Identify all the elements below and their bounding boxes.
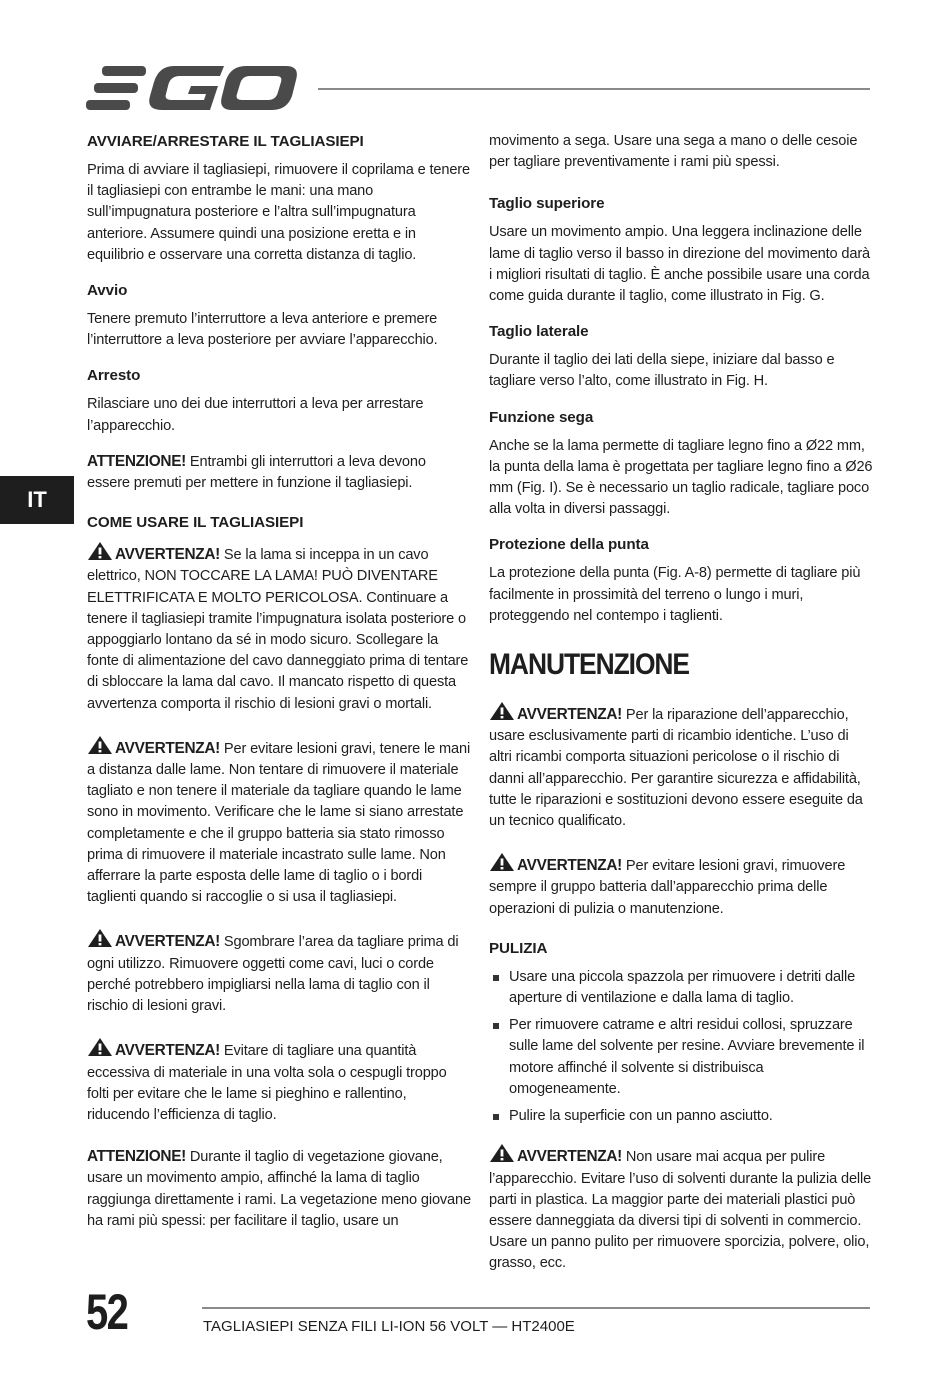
right-column xyxy=(489,131,874,1289)
attention-text: Entrambi gli interruttori a leva devono essere premuti per mettere in funzione il tagliasiepi. xyxy=(87,453,426,492)
warning-label: AVVERTENZA! xyxy=(115,933,221,951)
attention-note xyxy=(87,1146,472,1232)
left-column xyxy=(87,131,472,1246)
arresto-paragraph: Rilasciare uno dei due interruttori a leva per arrestare l’apparecchio. xyxy=(87,396,424,434)
footer-title: TAGLIASIEPI SENZA FILI LI-ION 56 VOLT — HT2400E xyxy=(203,1318,575,1335)
warning-text: Per evitare lesioni gravi, tenere le mani a distanza dalle lame. Non tentare di rimuovere il materiale tagliato e non tenere il materiale da tagliare quando le lame sono in movimento. Verificare che le lame si siano arrestate completamente e che il gruppo batteria sia stato rimosso prima di rimuovere il materiale incastrato sulle lame. Non afferrare la parte esposta delle lame di taglio o i bordi taglienti quando si raccoglie o si usa il tagliasiepi. xyxy=(87,740,471,906)
warning-block xyxy=(87,735,472,909)
language-tab xyxy=(0,476,74,524)
warning-block xyxy=(489,1143,874,1274)
warning-label: AVVERTENZA! xyxy=(115,739,221,757)
warning-text: Sgombrare l’area da tagliare prima di ogni utilizzo. Rimuovere oggetti come cavi, luci o corde perché potrebbero impigliarsi nella lama di taglio con il rischio di lesioni gravi. xyxy=(87,934,459,1015)
subheading-pulizia: PULIZIA xyxy=(489,939,548,957)
warning-label: AVVERTENZA! xyxy=(115,546,221,564)
protezione-paragraph: La protezione della punta (Fig. A-8) permette di tagliare più facilmente in prossimità del terreno o lungo i muri, proteggendo nel contempo i taglienti. xyxy=(489,565,861,624)
funzione-sega-paragraph: Anche se la lama permette di tagliare legno fino a Ø22 mm, la punta della lama è progettata per tagliare legno fino a Ø26 mm (Fig. I). Se è necessario un taglio radicale, tagliare poco alla volta in diversi passaggi. xyxy=(489,437,873,518)
list-item: Per rimuovere catrame e altri residui collosi, spruzzare sulle lame del solvente per resine. Avviare brevemente il motore affinché il solvente si distribuisca omogeneamente. xyxy=(489,1015,874,1100)
taglio-laterale-paragraph: Durante il taglio dei lati della siepe, iniziare dal basso e tagliare verso l’alto, come illustrato in Fig. H. xyxy=(489,352,835,390)
warning-text: Non usare mai acqua per pulire l’apparecchio. Evitare l’uso di solventi durante la pulizia delle parti in plastica. La maggior parte dei materiali plastici può essere danneggiata da diversi tipi di solventi in commercio. Usare un panno pulito per rimuovere sporcizia, polvere, olio, grasso, ecc. xyxy=(489,1149,872,1272)
warning-block xyxy=(87,928,472,1017)
subheading-protezione-punta: Protezione della punta xyxy=(489,536,649,554)
continuation-paragraph: movimento a sega. Usare una sega a mano o delle cesoie per tagliare preventivamente i rami più spessi. xyxy=(489,133,858,171)
warning-label: AVVERTENZA! xyxy=(517,706,623,724)
avvio-paragraph: Tenere premuto l’interruttore a leva anteriore e premere l’interruttore a leva posteriore per avviare l’apparecchio. xyxy=(87,311,438,349)
attention-label: ATTENZIONE! xyxy=(87,1148,187,1166)
taglio-superiore-paragraph: Usare un movimento ampio. Una leggera inclinazione delle lame di taglio verso il basso in direzione del movimento darà i migliori risultati di taglio. È anche possibile usare una corda come guida durante il taglio, come illustrato in Fig. G. xyxy=(489,224,871,305)
list-item: Usare una piccola spazzola per rimuovere i detriti dalle aperture di ventilazione e dalla lama di taglio. xyxy=(489,967,874,1009)
attention-text: Durante il taglio di vegetazione giovane, usare un movimento ampio, affinché la lama di taglio raggiunga direttamente i rami. La vegetazione meno giovane ha rami più spessi: per facilitare il taglio, usare un xyxy=(87,1149,471,1229)
warning-triangle-icon xyxy=(489,852,515,872)
language-tab-label: IT xyxy=(27,487,47,512)
warning-text: Se la lama si inceppa in un cavo elettrico, NON TOCCARE LA LAMA! PUÒ DIVENTARE ELETTRIFICATA E MOLTO PERICOLOSA. Continuare a tenere il tagliasiepi tramite l’impugnatura isolata posteriore o appoggiarlo lontano da sé in modo sicuro. Scollegare la fonte di alimentazione del cavo danneggiato prima di tentare di sbloccare la lama dal cavo. Il mancato rispetto di questa avvertenza comporta il rischio di lesioni gravi o mortali. xyxy=(87,547,469,712)
footer-rule xyxy=(202,1307,870,1309)
warning-triangle-icon xyxy=(87,1037,113,1057)
pulizia-list xyxy=(489,967,874,1127)
start-stop-paragraph: Prima di avviare il tagliasiepi, rimuovere il coprilama e tenere il tagliasiepi con entrambe le mani: una mano sull’impugnatura posteriore e l’altra sull’impugnatura anteriore. Assumere quindi una posizione eretta e in equilibrio e osservare una corretta distanza di taglio. xyxy=(87,162,470,263)
warning-text: Per evitare lesioni gravi, rimuovere sempre il gruppo batteria dall’apparecchio prima delle operazioni di pulizia o manutenzione. xyxy=(489,858,846,917)
attention-label: ATTENZIONE! xyxy=(87,452,187,470)
warning-triangle-icon xyxy=(489,1143,515,1163)
warning-block xyxy=(489,701,874,832)
list-item: Pulire la superficie con un panno asciutto. xyxy=(489,1106,874,1127)
warning-triangle-icon xyxy=(87,928,113,948)
warning-text: Evitare di tagliare una quantità eccessiva di materiale in una volta sola o cespugli troppo folti per evitare che le lame si pieghino e rallentino, riducendo l’efficienza di taglio. xyxy=(87,1043,447,1123)
warning-triangle-icon xyxy=(87,735,113,755)
page-number: 52 xyxy=(86,1284,128,1340)
subheading-taglio-laterale: Taglio laterale xyxy=(489,323,589,341)
header-rule xyxy=(318,88,870,90)
warning-label: AVVERTENZA! xyxy=(517,857,623,875)
subheading-funzione-sega: Funzione sega xyxy=(489,408,594,426)
warning-triangle-icon xyxy=(87,541,113,561)
section-heading-start-stop: AVVIARE/ARRESTARE IL TAGLIASIEPI xyxy=(87,133,364,150)
warning-block xyxy=(489,852,874,920)
warning-triangle-icon xyxy=(489,701,515,721)
ego-logo xyxy=(86,64,298,112)
subheading-arresto: Arresto xyxy=(87,367,141,385)
warning-text: Per la riparazione dell’apparecchio, usare esclusivamente parti di ricambio identiche. L’uso di altri ricambi comporta situazioni pericolose o il rischio di danni all’apparecchio. Per garantire sicurezza e affidabilità, tutte le riparazioni e sostituzioni devono essere eseguite da un tecnico qualificato. xyxy=(489,707,863,830)
subheading-avvio: Avvio xyxy=(87,282,128,300)
warning-block xyxy=(87,1037,472,1126)
attention-note xyxy=(87,451,472,494)
warning-label: AVVERTENZA! xyxy=(517,1148,623,1166)
warning-label: AVVERTENZA! xyxy=(115,1042,221,1060)
warning-block xyxy=(87,541,472,715)
section-heading-how-to-use: COME USARE IL TAGLIASIEPI xyxy=(87,514,304,532)
section-title-manutenzione: MANUTENZIONE xyxy=(489,648,689,682)
subheading-taglio-superiore: Taglio superiore xyxy=(489,195,605,213)
